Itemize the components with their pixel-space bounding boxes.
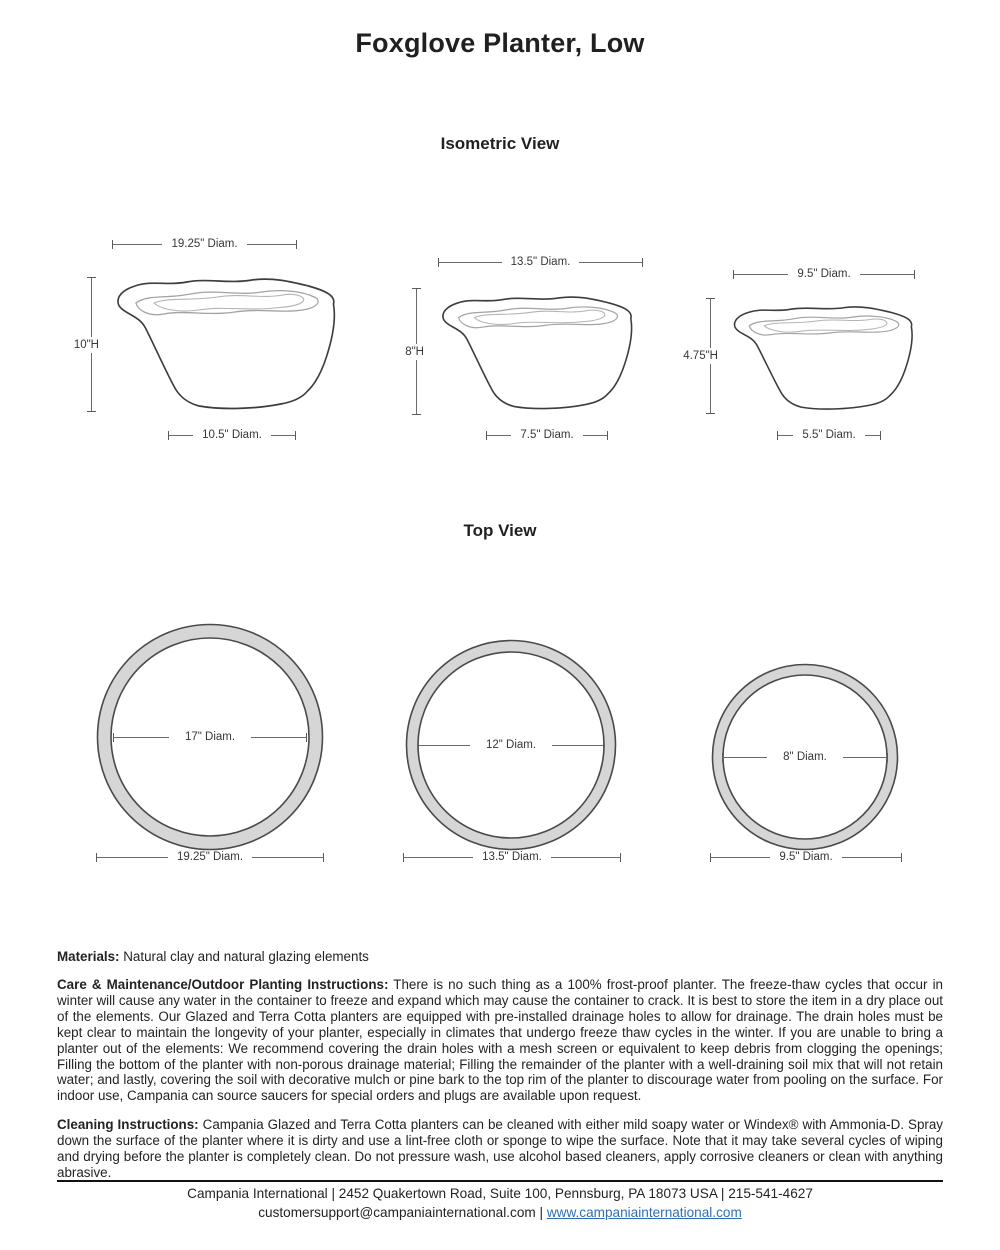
dim-line [247, 244, 296, 245]
planter-drawing-2 [436, 284, 640, 415]
dim-label: 19.25" Diam. [176, 850, 244, 863]
dim-tick [87, 411, 96, 412]
dim-bottom-planter-1 [168, 428, 296, 441]
dim-line [169, 435, 193, 436]
dim-outer-circle-3 [710, 850, 902, 863]
dim-tick [603, 741, 604, 750]
dim-line [114, 737, 169, 738]
footer-email: customersupport@campaniainternational.com [258, 1205, 536, 1220]
dim-height-planter-3 [683, 298, 718, 414]
dim-line [842, 857, 901, 858]
isometric-view-heading: Isometric View [440, 134, 560, 153]
dim-line [97, 857, 168, 858]
dim-line [860, 274, 914, 275]
dim-line [711, 857, 770, 858]
dim-tick [412, 414, 421, 415]
dim-tick [642, 258, 643, 267]
dim-label: 19.25" Diam. [171, 237, 238, 250]
dim-line [271, 435, 295, 436]
dim-line [843, 757, 887, 758]
dim-tick [295, 431, 296, 440]
dim-tick [706, 413, 715, 414]
dim-line [579, 262, 642, 263]
care-paragraph [57, 977, 943, 1104]
dim-line [723, 757, 767, 758]
dim-line [778, 435, 793, 436]
dim-line [552, 745, 603, 746]
footer-contact [0, 1205, 1000, 1220]
dim-tick [880, 431, 881, 440]
dim-label: 8" Diam. [783, 750, 827, 763]
dim-top-planter-2 [438, 255, 643, 268]
dim-label: 12" Diam. [485, 738, 537, 751]
page-title: Foxglove Planter, Low [355, 28, 645, 58]
dim-label: 4.75"H [683, 350, 718, 362]
dim-tick [296, 240, 297, 249]
dim-line [551, 857, 620, 858]
dim-label: 9.5" Diam. [797, 267, 851, 280]
materials-label: Materials: [57, 949, 120, 964]
dim-label: 5.5" Diam. [802, 428, 856, 441]
dim-line [865, 435, 880, 436]
dim-line [251, 737, 306, 738]
dim-label: 9.5" Diam. [779, 850, 833, 863]
dim-bottom-planter-3 [777, 428, 881, 441]
footer-separator: | [535, 1205, 547, 1220]
dim-inner-circle-1 [113, 730, 307, 743]
dim-height-planter-2 [405, 288, 424, 415]
planter-drawing-1 [110, 264, 344, 416]
dim-inner-circle-2 [418, 738, 604, 751]
dim-line [113, 244, 162, 245]
footer-address: Campania International | 2452 Quakertown Road, Suite 100, Pennsburg, PA 18073 USA | 215-541-4627 [187, 1186, 813, 1201]
footer-website-link[interactable]: www.campaniainternational.com [546, 1205, 742, 1220]
materials-paragraph [57, 949, 943, 965]
dim-line [583, 435, 607, 436]
planter-drawing-3 [728, 295, 920, 415]
dim-line [439, 262, 502, 263]
dim-bottom-planter-2 [486, 428, 608, 441]
care-label: Care & Maintenance/Outdoor Planting Instructions: [57, 977, 389, 992]
care-text: There is no such thing as a 100% frost-proof planter. The freeze-thaw cycles that occur in winter will cause any water in the container to freeze and expand which may cause the container to crack. It is best to store the item in a dry place out of the elements. Our Glazed and Terra Cotta planters are equipped with pre-installed drainage holes to allow for drainage. The drain holes must be kept clear to maintain the longevity of your planter, especially in climates that undergo freeze thaw cycles in the winter. If you are unable to bring a planter out of the elements: We recommend covering the drain holes with a mesh screen or equivalent to keep debris from clogging the openings; Filling the bottom of the planter with non-porous drainage material; Filling the remainder of the planter with a well-draining soil mix that will not retain water; and lastly, covering the soil with decorative mulch or pine bark to the top rim of the planter to discourage water from pooling on the surface. For indoor use, Campania can source saucers for special orders and plugs are available upon request. [57, 977, 943, 1104]
dim-line [419, 745, 470, 746]
dim-line [734, 274, 788, 275]
cleaning-text: Campania Glazed and Terra Cotta planters can be cleaned with either mild soapy water or Windex® with Ammonia-D. Spray down the surface of the planter where it is dirty and use a lint-free cloth or sponge to wipe the surface. Note that it may take several cycles of wiping and drying before the planter is completely clean. Do not pressure wash, use alcohol based cleaners, apply corrosive cleaners or clean with anything abrasive. [57, 1117, 943, 1180]
top-view-heading: Top View [463, 521, 537, 540]
dim-outer-circle-1 [96, 850, 324, 863]
dim-label: 7.5" Diam. [520, 428, 574, 441]
dim-line [404, 857, 473, 858]
cleaning-label: Cleaning Instructions: [57, 1117, 199, 1132]
dim-tick [620, 853, 621, 862]
dim-label: 10"H [73, 338, 99, 351]
dim-tick [306, 733, 307, 742]
dim-top-planter-3 [733, 267, 915, 280]
dim-top-planter-1 [112, 237, 297, 250]
dim-line [487, 435, 511, 436]
dim-outer-circle-2 [403, 850, 621, 863]
dim-label: 8"H [405, 345, 424, 358]
dim-label: 13.5" Diam. [482, 850, 542, 863]
dim-height-planter-1 [73, 277, 99, 412]
dim-tick [323, 853, 324, 862]
dim-tick [901, 853, 902, 862]
dim-label: 13.5" Diam. [510, 255, 571, 268]
dim-tick [607, 431, 608, 440]
dim-tick [914, 270, 915, 279]
dim-label: 10.5" Diam. [202, 428, 262, 441]
cleaning-paragraph [57, 1117, 943, 1181]
footer-divider [57, 1180, 943, 1182]
dim-inner-circle-3 [722, 750, 888, 763]
dim-label: 17" Diam. [184, 730, 236, 743]
dim-line [252, 857, 323, 858]
materials-text: Natural clay and natural glazing elements [119, 949, 369, 964]
dim-tick [887, 753, 888, 762]
